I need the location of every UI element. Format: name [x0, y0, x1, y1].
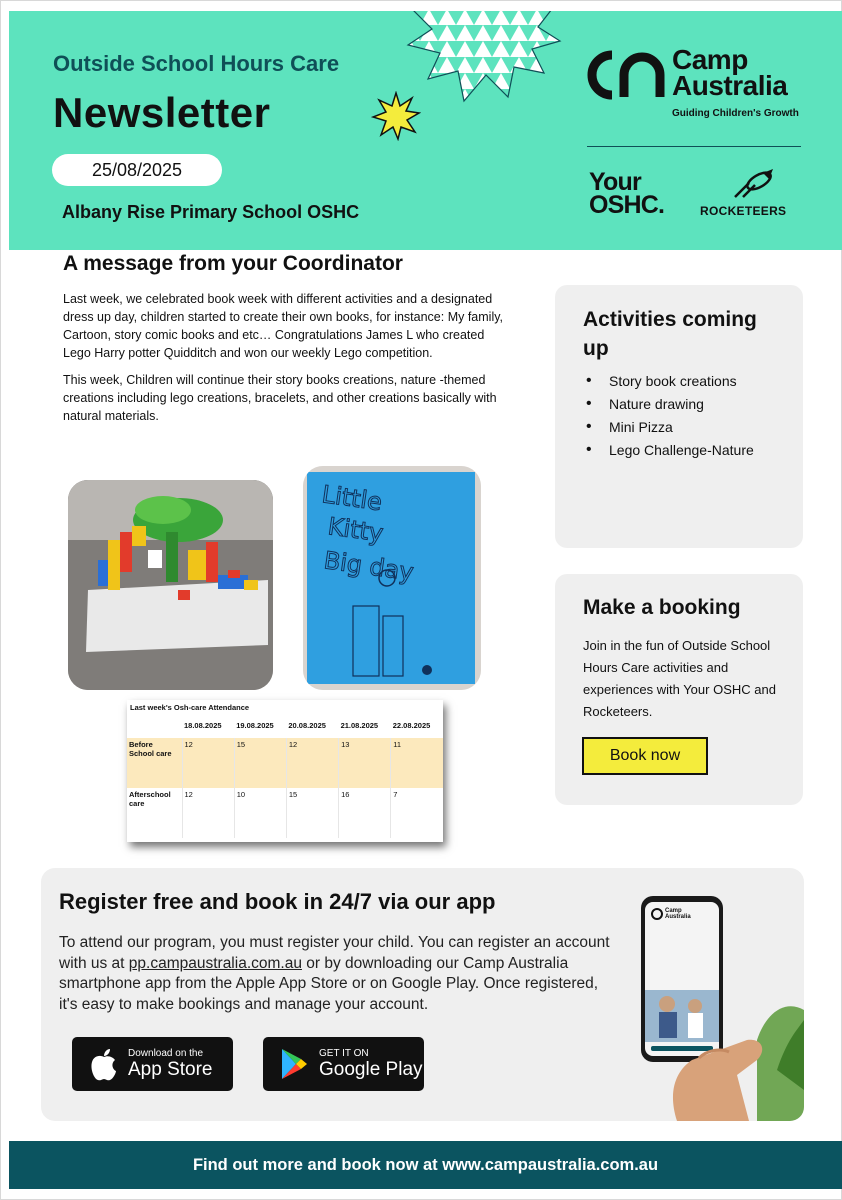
google-play-big-text: Google Play — [319, 1059, 423, 1080]
google-play-icon — [279, 1047, 309, 1081]
activities-title: Activities coming up — [583, 308, 757, 360]
list-item: • Lego Challenge-Nature — [583, 440, 754, 463]
register-title: Register free and book in 24/7 via our app — [59, 889, 496, 914]
list-item: • Story book creations — [583, 371, 754, 394]
activities-list — [583, 371, 754, 463]
attendance-row-label: Afterschool care — [129, 790, 171, 808]
list-item: • Nature drawing — [583, 394, 754, 417]
attendance-cell: 11 — [391, 738, 443, 788]
attendance-cell: 15 — [234, 738, 286, 788]
booking-title: Make a booking — [583, 596, 741, 619]
rocketeers-logo: ROCKETEERS — [700, 204, 787, 218]
list-item: • Mini Pizza — [583, 417, 754, 440]
newsletter-title: Newsletter — [53, 89, 271, 136]
attendance-table — [127, 700, 443, 842]
your-oshc-line2: OSHC. — [589, 191, 665, 219]
attendance-cell: 15 — [286, 788, 338, 838]
booking-panel — [555, 574, 803, 805]
svg-text:CA: CA — [610, 89, 612, 90]
your-oshc-logo — [589, 168, 665, 219]
register-link[interactable]: pp.campaustralia.com.au — [128, 954, 302, 972]
attendance-cell: 13 — [339, 738, 391, 788]
white-starburst-icon — [402, 11, 562, 104]
footer-banner[interactable]: Find out more and book now at www.campaustralia.com.au — [9, 1141, 842, 1189]
newsletter-kicker: Outside School Hours Care — [53, 51, 340, 76]
attendance-cell: 12 — [286, 738, 338, 788]
newsletter-header — [9, 11, 842, 250]
attendance-cell: 7 — [391, 788, 443, 838]
rocket-icon — [729, 169, 775, 201]
phone-brand-line2: Australia — [665, 914, 691, 920]
book-cover-word-2: Kitty — [326, 512, 385, 548]
register-text-pre: To attend our program, you must register your child. You can register an account with us at — [59, 934, 610, 972]
activities-panel — [555, 285, 803, 548]
register-panel — [41, 868, 804, 1121]
camp-australia-logo-icon — [584, 47, 668, 103]
school-name: Albany Rise Primary School OSHC — [62, 202, 360, 222]
your-oshc-line1: Your — [589, 168, 641, 196]
google-play-small-text: GET IT ON — [319, 1048, 369, 1059]
attendance-row-label: Before School care — [127, 738, 182, 788]
book-cover-word-1: Little — [320, 480, 384, 517]
apple-icon — [88, 1047, 120, 1083]
booking-text: Join in the fun of Outside School Hours Care activities and experiences with Your OSHC and Rocketeers. — [583, 638, 776, 719]
table-row — [127, 788, 443, 838]
lego-creation-photo — [68, 480, 273, 690]
attendance-corner — [127, 712, 182, 738]
attendance-title: Last week's Osh-care Attendance — [130, 703, 250, 712]
book-cover-word-3: Big day — [322, 546, 416, 587]
phone-brand-line1: Camp — [665, 908, 682, 914]
coordinator-heading: A message from your Coordinator — [63, 252, 403, 275]
brand-name — [672, 44, 788, 101]
register-text-post: or by downloading our Camp Australia smartphone app from the Apple App Store or on Google Play. Once registered, it's easy to make bookings and manage your account. — [59, 954, 599, 1013]
newsletter-date: 25/08/2025 — [52, 154, 222, 186]
yellow-starburst-icon — [371, 91, 421, 141]
coordinator-message — [63, 290, 503, 434]
attendance-date-header: 22.08.2025 — [392, 720, 431, 730]
app-store-small-text: Download on the — [128, 1048, 204, 1059]
attendance-date-header: 21.08.2025 — [340, 720, 379, 730]
attendance-date-header: 20.08.2025 — [288, 720, 326, 730]
attendance-cell: 12 — [182, 788, 234, 838]
attendance-date-header: 19.08.2025 — [236, 720, 274, 730]
attendance-cell: 16 — [339, 788, 391, 838]
app-store-button[interactable] — [72, 1037, 233, 1091]
attendance-cell: 12 — [182, 738, 234, 788]
register-text — [59, 933, 619, 1015]
attendance-date-header: 18.08.2025 — [184, 720, 222, 730]
story-book-photo — [303, 466, 481, 690]
app-store-big-text: App Store — [128, 1059, 213, 1080]
brand-tagline: Guiding Children's Growth — [672, 108, 799, 119]
attendance-cell: 10 — [234, 788, 286, 838]
header-divider — [587, 146, 801, 147]
book-now-button[interactable]: Book now — [582, 737, 708, 775]
phone-app-illustration — [637, 890, 804, 1121]
google-play-button[interactable] — [263, 1037, 424, 1091]
message-paragraph: This week, Children will continue their story books creations, nature -themed creations including lego creations, bracelets, and other creations basically with natural materials. — [63, 373, 497, 423]
table-row — [127, 738, 443, 788]
brand-name-line2: Australia — [672, 70, 788, 101]
message-paragraph: Last week, we celebrated book week with different activities and a designated dress up day, children started to create their own books, for instance: My family, Cartoon, story comic books and etc… Congratulations James L who created Lego Harry potter Quidditch and won our weekly Lego competition. — [63, 292, 504, 360]
brand-name-line1: Camp — [672, 44, 748, 75]
